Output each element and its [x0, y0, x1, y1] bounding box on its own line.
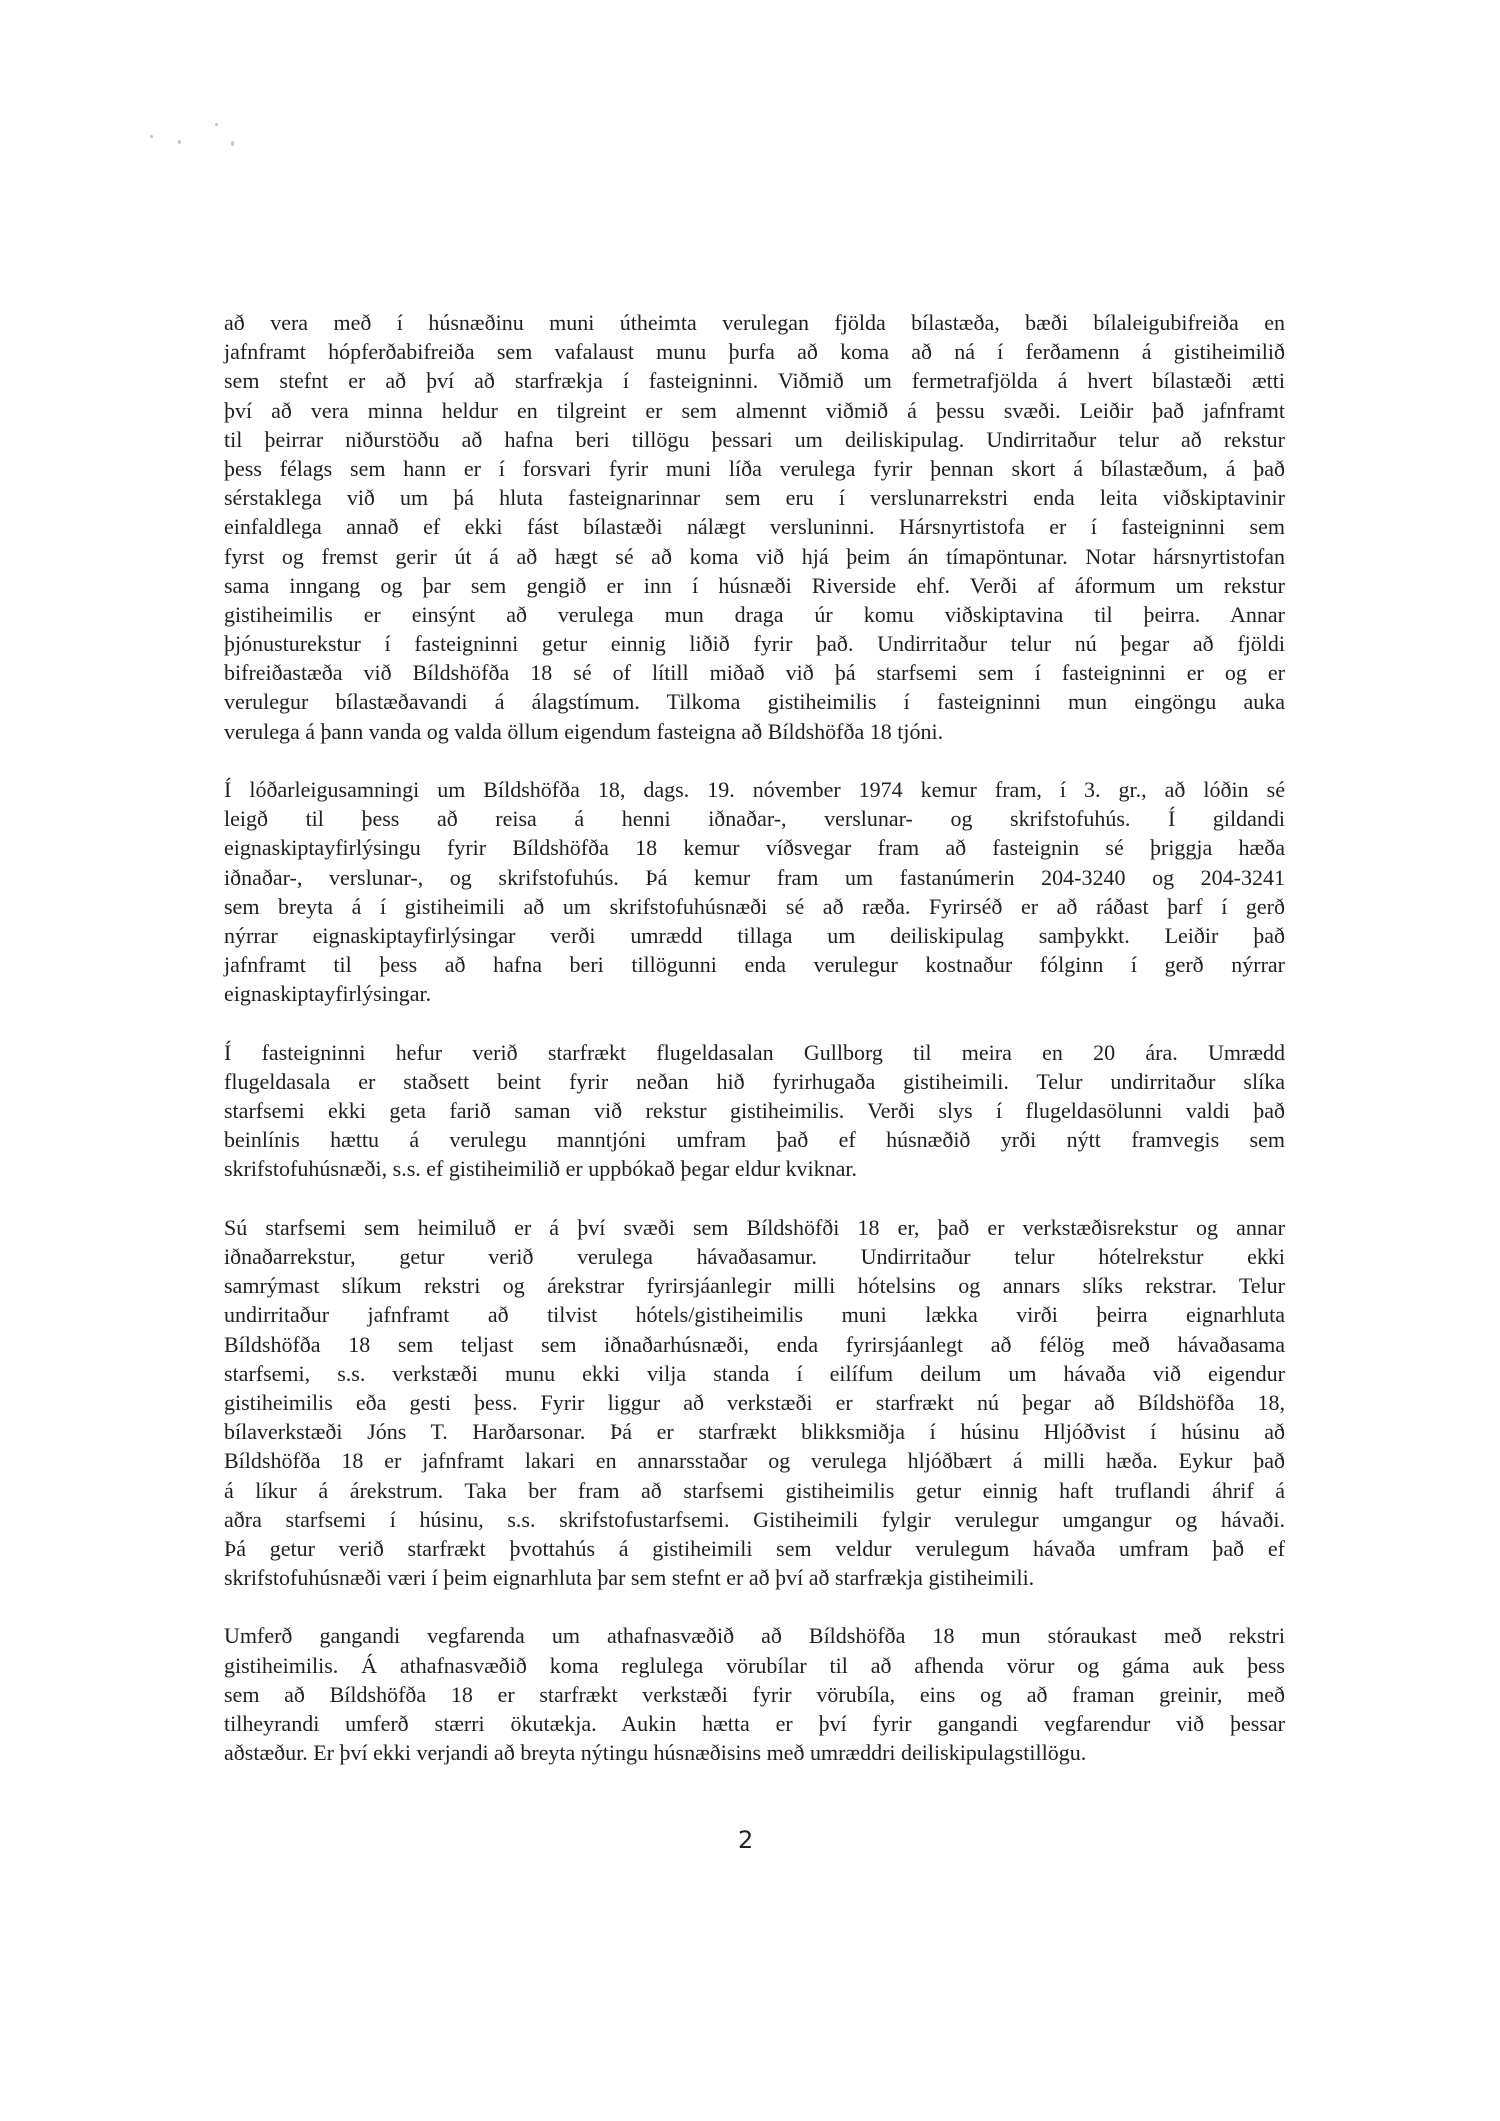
text-line: Umferð gangandi vegfarenda um athafnasvæðið að Bíldshöfða 18 mun stóraukast með rekstri — [224, 1623, 1285, 1649]
scan-speck — [215, 123, 218, 126]
text-line: eignaskiptayfirlýsingu fyrir Bíldshöfða 18 kemur víðsvegar fram að fasteignin sé þriggja hæða — [224, 835, 1285, 861]
text-line: til þeirrar niðurstöðu að hafna beri tillögu þessari um deiliskipulag. Undirritaður telur að rekstur — [224, 426, 1285, 452]
text-line: gistiheimilis. Á athafnasvæðið koma reglulega vörubílar til að afhenda vörur og gáma auk þess — [224, 1652, 1285, 1678]
text-line: einfaldlega annað ef ekki fást bílastæði nálægt versluninni. Hársnyrtistofa er í fasteigninni sem — [224, 514, 1285, 540]
text-line: skrifstofuhúsnæði væri í þeim eignarhluta þar sem stefnt er að því að starfrækja gistiheimili. — [224, 1565, 1035, 1591]
text-line: bílaverkstæði Jóns T. Harðarsonar. Þá er starfrækt blikksmiðja í húsinu Hljóðvist í húsinu að — [224, 1419, 1285, 1445]
text-line: skrifstofuhúsnæði, s.s. ef gistiheimilið er uppbókað þegar eldur kviknar. — [224, 1156, 858, 1182]
paragraph — [224, 1213, 1285, 1592]
text-line: Þá getur verið starfrækt þvottahús á gistiheimili sem veldur verulegum hávaða umfram það ef — [224, 1535, 1285, 1561]
text-line: jafnframt til þess að hafna beri tillögunni enda verulegur kostnaður fólginn í gerð nýrrar — [224, 952, 1285, 978]
text-line: Bíldshöfða 18 sem teljast sem iðnaðarhúsnæði, enda fyrirsjáanlegt að félög með hávaðasama — [224, 1331, 1285, 1357]
text-line: verulegur bílastæðavandi á álagstímum. Tilkoma gistiheimilis í fasteigninni mun eingöngu auka — [224, 689, 1285, 715]
text-line: gistiheimilis er einsýnt að verulega mun draga úr komu viðskiptavina til þeirra. Annar — [224, 601, 1285, 627]
text-line: tilheyrandi umferð stærri ökutækja. Aukin hætta er því fyrir gangandi vegfarendur við þessar — [224, 1711, 1285, 1736]
text-line: samrýmast slíkum rekstri og árekstrar fyrirsjáanlegir milli hótelsins og annars slíks rekstrar. Telur — [224, 1273, 1285, 1299]
text-line: sem að Bíldshöfða 18 er starfrækt verkstæði fyrir vörubíla, eins og að framan greinir, með — [224, 1681, 1285, 1707]
text-line: undirritaður jafnframt að tilvist hótels/gistiheimilis muni lækka virði þeirra eignarhluta — [224, 1302, 1285, 1328]
text-line: beinlínis hættu á verulegu manntjóni umfram það ef húsnæðið yrði nýtt framvegis sem — [224, 1127, 1285, 1153]
text-line: sama inngang og þar sem gengið er inn í húsnæði Riverside ehf. Verði af áformum um rekstur — [224, 572, 1285, 598]
text-line: bifreiðastæða við Bíldshöfða 18 sé of lítill miðað við þá starfsemi sem í fasteigninni er og er — [224, 660, 1285, 686]
text-line: starfsemi, s.s. verkstæði munu ekki vilja standa í eilífum deilum um hávaða við eigendur — [224, 1360, 1285, 1386]
text-line: jafnframt hópferðabifreiða sem vafalaust munu þurfa að koma að ná í ferðamenn á gistiheimilið — [224, 339, 1285, 365]
text-line: Í fasteigninni hefur verið starfrækt flugeldasalan Gullborg til meira en 20 ára. Umrædd — [224, 1039, 1285, 1065]
text-line: flugeldasala er staðsett beint fyrir neðan hið fyrirhugaða gistiheimili. Telur undirritaður slíka — [224, 1068, 1285, 1094]
text-line: aðstæður. Er því ekki verjandi að breyta nýtingu húsnæðisins með umræddri deiliskipulagstillögu. — [224, 1740, 1087, 1766]
text-line: sem stefnt er að því að starfrækja í fasteigninni. Viðmið um fermetrafjölda á hvert bílastæði ætti — [224, 368, 1285, 394]
paragraph — [224, 1621, 1285, 1767]
paragraph — [224, 1038, 1285, 1184]
text-line: því að vera minna heldur en tilgreint er sem almennt viðmið á þessu svæði. Leiðir það jafnframt — [224, 397, 1285, 423]
text-line: að vera með í húsnæðinu muni útheimta verulegan fjölda bílastæða, bæði bílaleigubifreiða en — [224, 310, 1285, 335]
text-line: Sú starfsemi sem heimiluð er á því svæði sem Bíldshöfði 18 er, það er verkstæðisrekstur og annar — [224, 1214, 1285, 1240]
text-line: Í lóðarleigusamningi um Bíldshöfða 18, dags. 19. nóvember 1974 kemur fram, í 3. gr., að lóðin sé — [224, 777, 1285, 802]
text-line: Bíldshöfða 18 er jafnframt lakari en annarsstaðar og verulega hljóðbært á milli hæða. Eykur það — [224, 1448, 1285, 1474]
text-line: starfsemi ekki geta farið saman við rekstur gistiheimilis. Verði slys í flugeldasölunni valdi það — [224, 1098, 1285, 1124]
text-line: þess félags sem hann er í forsvari fyrir muni líða verulega fyrir þennan skort á bílastæðum, á það — [224, 455, 1285, 481]
text-line: verulega á þann vanda og valda öllum eigendum fasteigna að Bíldshöfða 18 tjóni. — [224, 718, 944, 744]
text-line: gistiheimilis eða gesti þess. Fyrir liggur að verkstæði er starfrækt nú þegar að Bíldshöfða 18, — [224, 1389, 1285, 1415]
text-line: leigð til þess að reisa á henni iðnaðar-, verslunar- og skrifstofuhús. Í gildandi — [224, 806, 1285, 832]
text-line: nýrrar eignaskiptayfirlýsingar verði umrædd tillaga um deiliskipulag samþykkt. Leiðir það — [224, 922, 1285, 948]
text-line: iðnaðarrekstur, getur verið verulega hávaðasamur. Undirritaður telur hótelrekstur ekki — [224, 1244, 1285, 1269]
text-line: þjónusturekstur í fasteigninni getur einnig liðið fyrir það. Undirritaður telur nú þegar að fjöldi — [224, 631, 1285, 657]
text-line: fyrst og fremst gerir út á að hægt sé að koma við hjá þeim án tímapöntunar. Notar hársnyrtistofan — [224, 543, 1285, 569]
text-line: sérstaklega við um þá hluta fasteignarinnar sem eru í verslunarrekstri enda leita viðskiptavinir — [224, 485, 1285, 511]
scan-speck — [178, 140, 181, 144]
page-number: 2 — [738, 1826, 754, 1854]
text-line: aðra starfsemi í húsinu, s.s. skrifstofustarfsemi. Gistiheimili fylgir verulegur umgangur og hávaði. — [224, 1506, 1285, 1532]
text-line: eignaskiptayfirlýsingar. — [224, 981, 432, 1007]
text-line: á líkur á árekstrum. Taka ber fram að starfsemi gistiheimilis getur einnig haft truflandi áhrif á — [224, 1477, 1285, 1503]
scan-speck — [150, 135, 153, 138]
paragraph — [224, 775, 1285, 1009]
text-line: sem breyta á í gistiheimili að um skrifstofuhúsnæði sé að ræða. Fyrirséð er að ráðast þarf í gerð — [224, 893, 1285, 919]
text-line: iðnaðar-, verslunar-, og skrifstofuhús. Þá kemur fram um fastanúmerin 204-3240 og 204-3241 — [224, 864, 1285, 890]
scan-speck — [231, 141, 234, 146]
paragraph — [224, 308, 1285, 746]
letter-body — [224, 308, 1285, 1797]
